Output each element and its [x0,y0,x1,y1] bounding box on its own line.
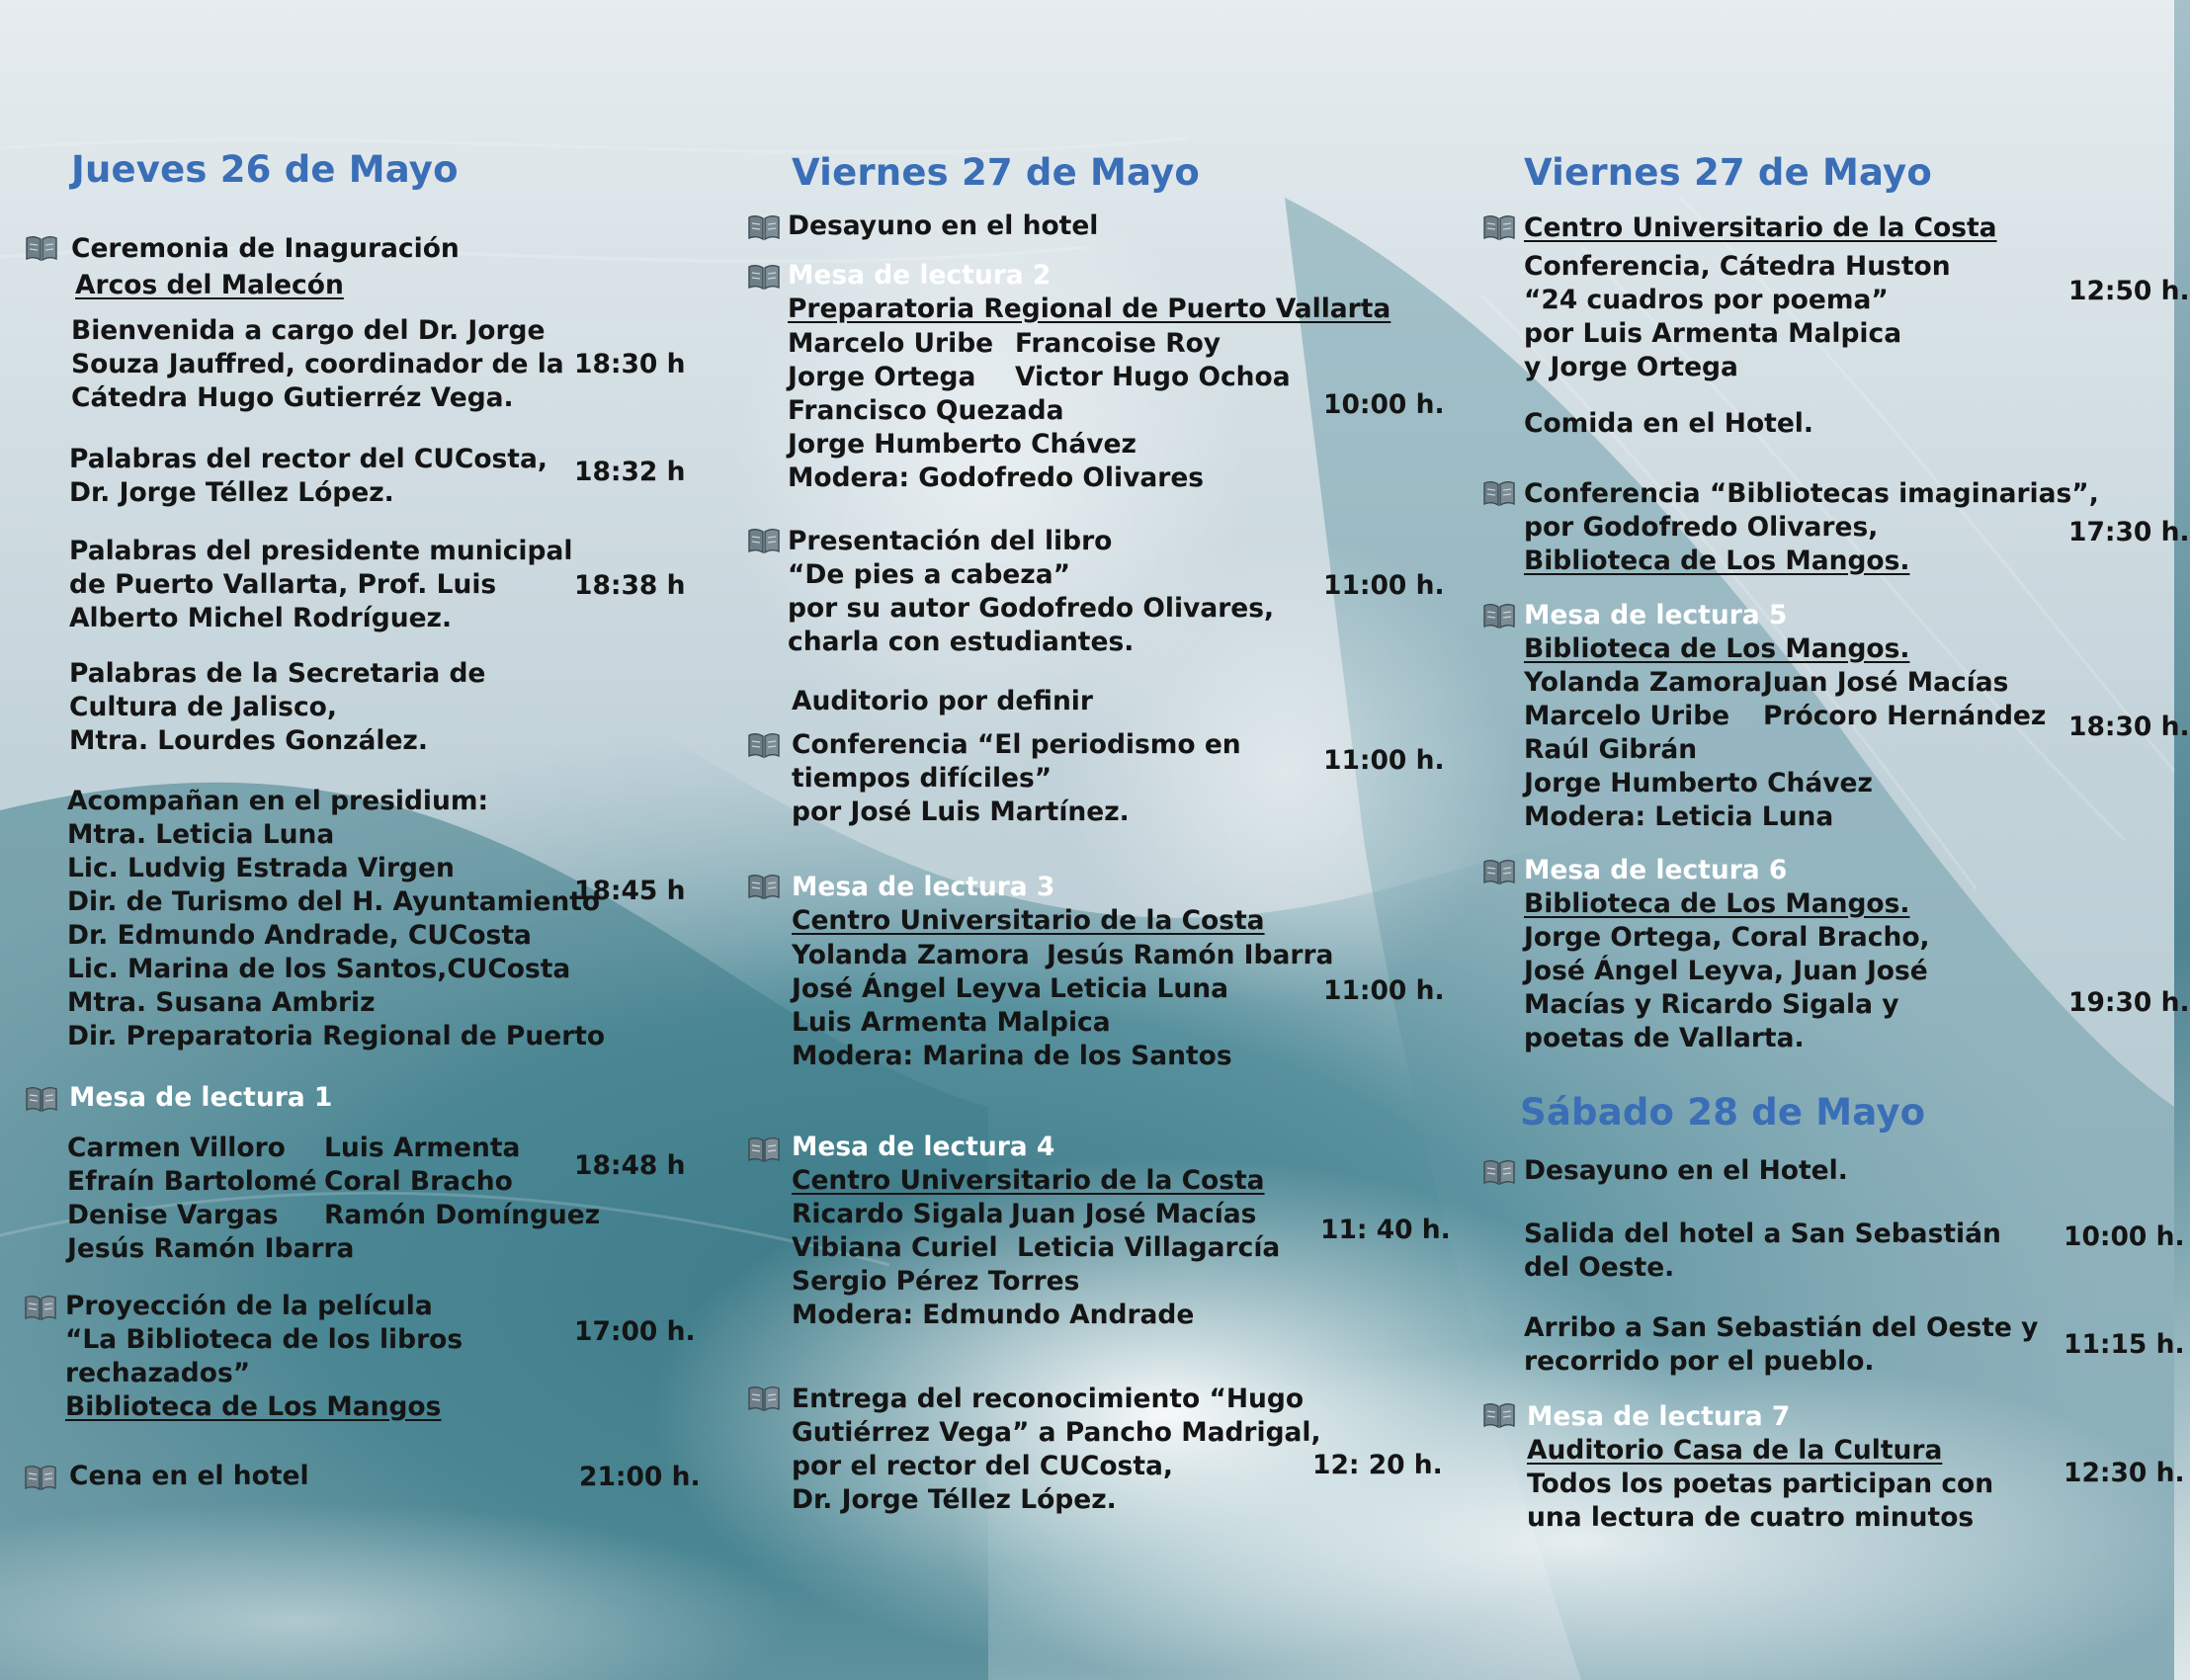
event-time: 11:00 h. [1323,745,1445,776]
event-line: del Oeste. [1524,1252,1675,1283]
event-venue: Auditorio por definir [792,686,1093,716]
book-icon [24,1464,57,1491]
reader-name: Luis Armenta [324,1133,521,1163]
book-icon [747,1135,781,1163]
book-icon [747,1385,781,1412]
event-line: Dr. Jorge Téllez López. [792,1484,1117,1515]
reader-name: Francisco Quezada [788,395,1064,426]
presidium-line: Lic. Ludvig Estrada Virgen [67,853,455,883]
event-venue: Arcos del Malecón [75,270,344,300]
presidium-line: Mtra. Leticia Luna [67,819,335,850]
event-line: “La Biblioteca de los libros [65,1324,463,1355]
reader-name: Sergio Pérez Torres [792,1266,1080,1297]
event-venue: Centro Universitario de la Costa [792,905,1265,936]
event-time: 18:38 h [574,570,686,601]
event-line: Palabras del rector del CUCosta, [69,444,548,474]
event-line: Todos los poetas participan con [1527,1469,1994,1499]
book-icon [747,873,781,900]
presidium-line: Dir. Preparatoria Regional de Puerto [67,1021,606,1051]
event-line: por su autor Godofredo Olivares, [788,593,1275,624]
event-title: Mesa de lectura 7 [1527,1401,1791,1432]
event-time: 17:30 h. [2068,517,2190,547]
book-icon [747,263,781,291]
event-line: Gutiérrez Vega” a Pancho Madrigal, [792,1417,1321,1448]
book-icon [1482,858,1516,885]
day-heading-saturday: Sábado 28 de Mayo [1520,1091,1926,1134]
reader-name: Jorge Ortega [788,362,976,392]
book-icon [747,527,781,554]
event-line: Arribo a San Sebastián del Oeste y [1524,1312,2039,1343]
reader-name: Coral Bracho [324,1166,513,1197]
event-title: Mesa de lectura 5 [1524,600,1788,630]
event-title: Comida en el Hotel. [1524,408,1813,439]
book-icon [1482,479,1516,507]
event-line: por José Luis Martínez. [792,797,1130,827]
event-line: Palabras de la Secretaria de [69,658,486,689]
event-time: 12:50 h. [2068,276,2190,306]
event-line: Palabras del presidente municipal [69,536,573,566]
event-line: Alberto Michel Rodríguez. [69,603,453,633]
event-venue: Biblioteca de Los Mangos [65,1391,442,1422]
reader-name: José Ángel Leyva [792,973,1042,1004]
reader-name: Jorge Humberto Chávez [788,429,1137,460]
event-line: Conferencia “El periodismo en [792,729,1241,760]
event-line: Dr. Jorge Téllez López. [69,477,394,508]
event-venue: Biblioteca de Los Mangos. [1524,546,1910,576]
event-line: recorrido por el pueblo. [1524,1346,1875,1377]
event-venue: Biblioteca de Los Mangos. [1524,633,1910,664]
event-title: Desayuno en el hotel [788,210,1099,241]
book-icon [1482,1401,1516,1429]
reader-name: Juan José Macías [1011,1199,1257,1229]
reader-name: Yolanda Zamora [1524,667,1762,698]
event-time: 18:48 h [574,1150,686,1181]
reader-name: Efraín Bartolomé [67,1166,317,1197]
moderator: Modera: Godofredo Olivares [788,462,1205,493]
event-line: Proyección de la película [65,1291,433,1321]
event-line: “24 cuadros por poema” [1524,285,1889,315]
event-line: Cátedra Hugo Gutierréz Vega. [71,382,514,413]
event-time: 18:30 h [574,349,686,379]
event-title: Ceremonia de Inaguración [71,233,460,264]
reader-name: Marcelo Uribe [788,328,994,359]
reader-name: Victor Hugo Ochoa [1015,362,1291,392]
event-line: por Luis Armenta Malpica [1524,318,1902,349]
event-venue: Auditorio Casa de la Cultura [1527,1435,1943,1466]
event-venue: Centro Universitario de la Costa [792,1165,1265,1196]
reader-name: Jorge Humberto Chávez [1524,768,1873,798]
book-icon [1482,213,1516,241]
event-line: rechazados” [65,1358,251,1388]
reader-name: Leticia Villagarcía [1017,1232,1281,1263]
event-time: 18:45 h [574,876,686,906]
event-title: Mesa de lectura 4 [792,1132,1055,1162]
event-title: Cena en el hotel [69,1461,309,1491]
event-title: Mesa de lectura 3 [792,872,1055,902]
event-line: Mtra. Lourdes González. [69,725,428,756]
event-time: 11: 40 h. [1320,1215,1451,1245]
moderator: Modera: Leticia Luna [1524,801,1834,832]
day-heading-thursday: Jueves 26 de Mayo [71,148,459,191]
event-time: 18:32 h [574,457,686,487]
event-venue: Biblioteca de Los Mangos. [1524,888,1910,919]
event-time: 12:30 h. [2064,1458,2185,1488]
presidium-line: Dr. Edmundo Andrade, CUCosta [67,920,532,951]
reader-name: Denise Vargas [67,1200,279,1230]
event-time: 11:00 h. [1323,570,1445,601]
event-time: 19:30 h. [2068,987,2190,1018]
reader-name: Yolanda Zamora [792,940,1030,970]
presidium-line: Mtra. Susana Ambriz [67,987,376,1018]
event-title: Mesa de lectura 2 [788,260,1052,291]
book-icon [747,731,781,759]
presidium-line: Dir. de Turismo del H. Ayuntamiento [67,886,601,917]
event-line: Conferencia, Cátedra Huston [1524,251,1951,282]
event-venue: Centro Universitario de la Costa [1524,212,1997,243]
event-line: Jorge Ortega, Coral Bracho, [1524,922,1930,953]
book-icon [24,1294,57,1321]
reader-name: Raúl Gibrán [1524,734,1698,765]
presidium-line: Lic. Marina de los Santos,CUCosta [67,954,571,984]
reader-name: Ricardo Sigala [792,1199,1004,1229]
event-line: charla con estudiantes. [788,627,1135,657]
event-line: Conferencia “Bibliotecas imaginarias”, [1524,478,2099,509]
book-icon [747,213,781,241]
reader-name: Luis Armenta Malpica [792,1007,1111,1038]
event-line: y Jorge Ortega [1524,352,1738,382]
event-line: Entrega del reconocimiento “Hugo [792,1384,1305,1414]
event-time: 11:15 h. [2064,1329,2185,1360]
event-line: una lectura de cuatro minutos [1527,1502,1975,1533]
event-line: Macías y Ricardo Sigala y [1524,989,1899,1020]
event-line: Presentación del libro [788,526,1113,556]
event-line: poetas de Vallarta. [1524,1023,1805,1053]
event-line: José Ángel Leyva, Juan José [1524,956,1928,986]
book-icon [25,1085,58,1113]
day-heading-friday: Viernes 27 de Mayo [1524,151,1932,194]
book-icon [1482,1158,1516,1186]
reader-name: Vibiana Curiel [792,1232,998,1263]
reader-name: Leticia Luna [1050,973,1229,1004]
reader-name: Marcelo Uribe [1524,701,1730,731]
reader-name: Jesús Ramón Ibarra [67,1233,355,1264]
event-time: 10:00 h. [1323,389,1445,420]
event-title: Mesa de lectura 6 [1524,855,1788,885]
event-line: por Godofredo Olivares, [1524,512,1879,543]
event-time: 12: 20 h. [1312,1450,1443,1480]
event-title: Mesa de lectura 1 [69,1082,333,1113]
book-icon [1482,602,1516,630]
reader-name: Francoise Roy [1015,328,1221,359]
reader-name: Jesús Ramón Ibarra [1047,940,1334,970]
book-icon [25,234,58,262]
event-time: 10:00 h. [2064,1221,2185,1252]
event-line: Souza Jauffred, coordinador de la [71,349,564,379]
event-time: 18:30 h. [2068,712,2190,742]
day-heading-friday: Viernes 27 de Mayo [792,151,1200,194]
event-line: por el rector del CUCosta, [792,1451,1173,1481]
reader-name: Prócoro Hernández [1763,701,2047,731]
event-line: de Puerto Vallarta, Prof. Luis [69,569,497,600]
event-time: 17:00 h. [574,1316,696,1347]
event-venue: Preparatoria Regional de Puerto Vallarta [788,294,1391,324]
event-line: Cultura de Jalisco, [69,692,337,722]
presidium-line: Acompañan en el presidium: [67,786,489,816]
event-line: “De pies a cabeza” [788,559,1071,590]
moderator: Modera: Marina de los Santos [792,1041,1232,1071]
event-title: Desayuno en el Hotel. [1524,1155,1848,1186]
event-line: Salida del hotel a San Sebastián [1524,1218,2001,1249]
event-time: 21:00 h. [579,1462,701,1492]
moderator: Modera: Edmundo Andrade [792,1300,1195,1330]
event-time: 11:00 h. [1323,975,1445,1006]
reader-name: Ramón Domínguez [324,1200,601,1230]
event-line: Bienvenida a cargo del Dr. Jorge [71,315,546,346]
event-line: tiempos difíciles” [792,763,1053,794]
reader-name: Juan José Macías [1763,667,2009,698]
reader-name: Carmen Villoro [67,1133,286,1163]
